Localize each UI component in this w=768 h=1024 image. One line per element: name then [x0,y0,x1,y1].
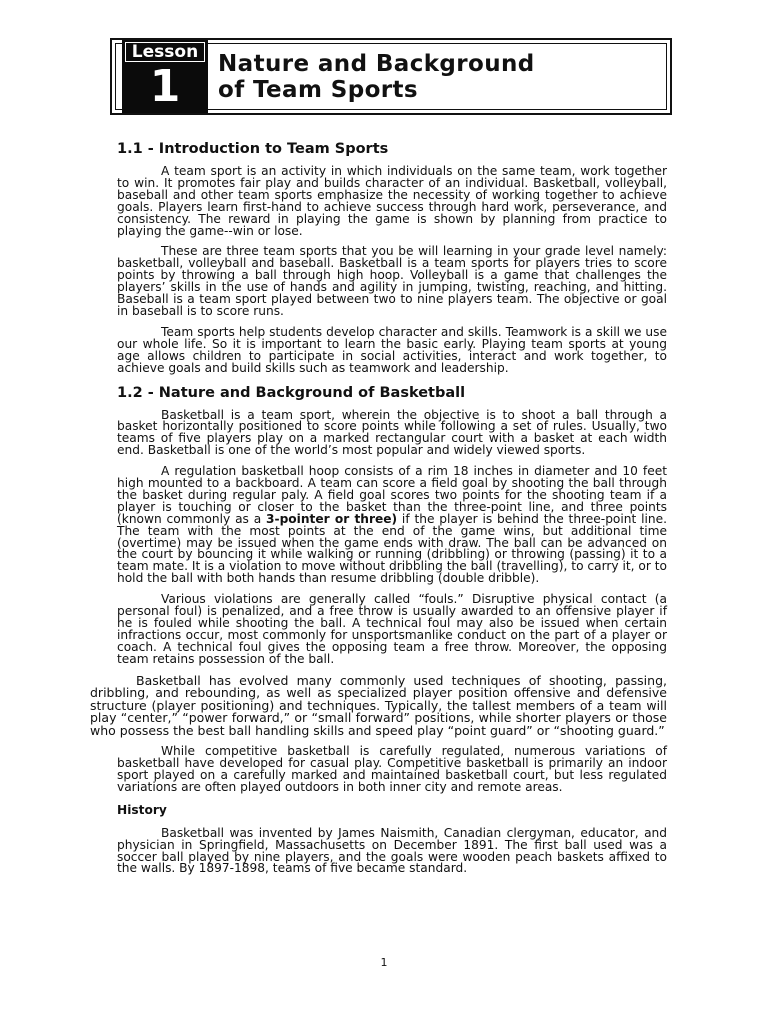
lesson-badge [122,40,208,113]
bold-term: 3-pointer or three) [266,511,398,526]
page-title [218,51,535,103]
lesson-header [110,38,672,115]
basketball-paragraph-1: Basketball is a team sport, wherein the objective is to shoot a ball through a basket horizontally positioned to score points while following a set of rules. Usually, two teams of five players play on a marked rectangular court with a basket at each width end. Basketball is one of the world’s most popular and widely viewed sports. [117,407,667,458]
intro-paragraph-3: Team sports help students develop character and skills. Teamwork is a skill we use our whole life. So it is important to learn the basic early. Playing team sports at young age allows children to participate in social activities, interact and work together, to achieve goals and build skills such as teamwork and leadership. [117,324,667,375]
paragraph-text: A regulation basketball hoop consists of a rim 18 inches in diameter and 10 feet high mounted to a backboard. A team can score a field goal by shooting the ball through the basket during regular paly. A field goal scores two points for the shooting team if a player is touching or closer to the basket than the three-point line, and three points (known commonly as a [117,464,667,526]
title-line-1: Nature and Background [218,51,535,77]
intro-paragraph-2: These are three team sports that you be will learning in your grade level namely: basketball, volleyball and baseball. Basketball is a team sports for players tries to score points by throwing a ball through high hoop. Volleyball is a game that challenges the players’ skills in the use of hands and agility in jumping, twisting, reaching, and hitting. Baseball is a team sport played between two to nine players team. The objective or goal in baseball is to score runs. [117,244,667,318]
paragraph-text: if the player is behind the three-point line. The team with the most points at the end of the game wins, but additional time (overtime) may be issued when the game ends with draw. The ball can be advanced on the court by bouncing it while walking or running (dribbling) or throwing (passing) it to a team mate. It is a violation to move without dribbling the ball (travelling), to carry it, or to hold the ball with both hands than resume dribbling (double dribble). [117,511,667,586]
intro-paragraph-1: A team sport is an activity in which individuals on the same team, work together to win. It promotes fair play and builds character of an individual. Basketball, volleyball, baseball and other team sports emphasize the necessity of working together to achieve goals. Players learn first-hand to achieve success through hard work, perseverance, and consistency. The reward in playing the game is shown by planning from practice to playing the game--win or lose. [117,164,667,238]
basketball-paragraph-3: Various violations are generally called “fouls.” Disruptive physical contact (a personal foul) is penalized, and a free throw is usually awarded to an offensive player if he is fouled while shooting the ball. A technical foul may also be issued when certain infractions occur, most commonly for unsportsmanlike conduct on the part of a player or coach. A technical foul gives the opposing team a free throw. Moreover, the opposing team retains possession of the ball. [117,592,667,666]
lesson-label: Lesson [125,42,205,62]
section-heading-basketball: 1.2 - Nature and Background of Basketball [117,384,466,401]
section-heading-intro: 1.1 - Introduction to Team Sports [117,141,389,157]
page-number: 1 [380,956,388,969]
basketball-paragraph-5: While competitive basketball is carefully regulated, numerous variations of basketball have developed for casual play. Competitive basketball is primarily an indoor sport played on a carefully marked and maintained basketball court, but less regulated variations are often played outdoors in both inner city and remote areas. [117,744,667,794]
history-paragraph-1: Basketball was invented by James Naismith, Canadian clergyman, educator, and physician in Springfield, Massachusetts on December 1891. The first ball used was a soccer ball played by nine players, and the goals were wooden peach baskets affixed to the walls. By 1897-1898, teams of five became standard. [117,825,667,876]
history-heading: History [117,802,167,817]
title-line-2: of Team Sports [218,77,418,103]
basketball-paragraph-2 [117,466,667,585]
document-body [90,134,667,884]
lesson-number: 1 [149,61,181,112]
basketball-paragraph-4: Basketball has evolved many commonly used techniques of shooting, passing, dribbling, and rebounding, as well as specialized player position offensive and defensive structure (player positioning) and techniques. Typically, the tallest members of a team will play “center,” “power forward,” or “small forward” positions, while shorter players or those who possess the best ball handling skills and speed play “point guard” or “shooting guard.” [90,672,667,738]
